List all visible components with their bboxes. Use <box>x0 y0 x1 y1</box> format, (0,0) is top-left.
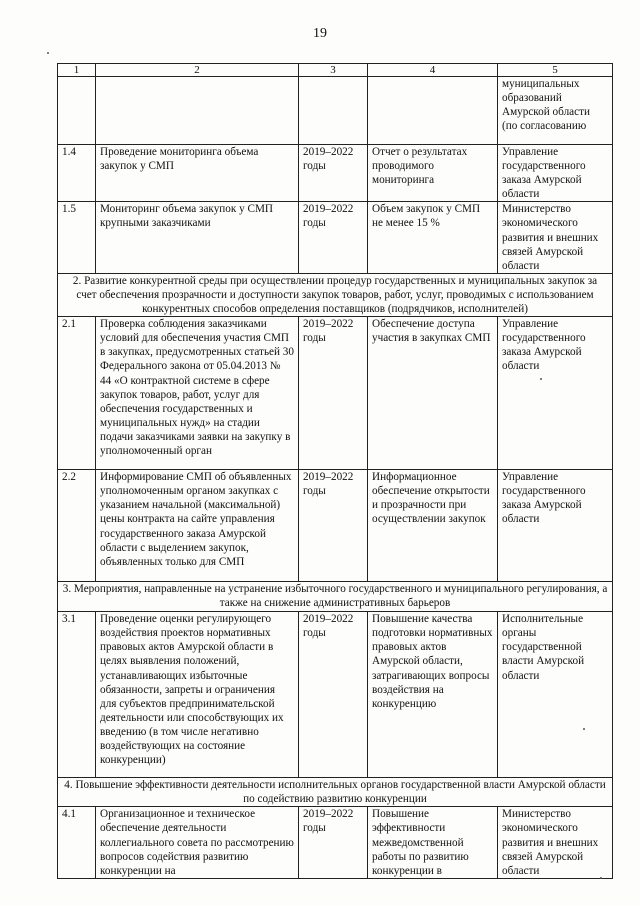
table-row <box>58 77 613 145</box>
scan-speck <box>540 378 542 380</box>
row-period: 2019–2022 годы <box>299 470 368 582</box>
row-result: Отчет о результатах проводимого мониторинга <box>368 145 498 202</box>
row-action: Мониторинг объема закупок у СМП крупными заказчиками <box>96 202 299 273</box>
table-header-row <box>58 64 613 77</box>
row-executor: Управление государственного заказа Амурской области <box>498 145 613 202</box>
table-row <box>58 470 613 582</box>
column-header: 3 <box>299 64 368 77</box>
row-executor: муниципальных образований Амурской области (по согласованию <box>498 77 613 145</box>
column-header: 4 <box>368 64 498 77</box>
row-number: 4.1 <box>58 807 96 878</box>
row-number <box>58 77 96 145</box>
row-executor: Управление государственного заказа Амурской области <box>498 317 613 470</box>
row-result <box>368 77 498 145</box>
row-action: Информирование СМП об объявленных уполномоченным органом закупках с указанием начальной (максимальной) цены контракта на сайте управления государственного заказа Амурской области с выделением закупок, объявленных только для СМП <box>96 470 299 582</box>
table-row <box>58 807 613 878</box>
row-period: 2019–2022 годы <box>299 202 368 273</box>
row-number: 2.2 <box>58 470 96 582</box>
measures-table <box>57 63 613 879</box>
row-result: Повышение эффективности межведомственной работы по развитию конкуренции в <box>368 807 498 878</box>
row-number: 1.5 <box>58 202 96 273</box>
row-action <box>96 77 299 145</box>
row-action: Проведение оценки регулирующего воздействия проектов нормативных правовых актов Амурской области в целях выявления положений, устанавливающих избыточные обязанности, запреты и ограничения для субъектов предпринимательской деятельности или способствующих их введению (в том числе негативно воздействующих на состояние конкуренции) <box>96 612 299 778</box>
row-result: Объем закупок у СМП не менее 15 % <box>368 202 498 273</box>
table-row <box>58 145 613 202</box>
row-result: Обеспечение доступа участия в закупках СМП <box>368 317 498 470</box>
row-executor: Министерство экономического развития и внешних связей Амурской области <box>498 202 613 273</box>
column-header: 2 <box>96 64 299 77</box>
row-result: Повышение качества подготовки нормативных правовых актов Амурской области, затрагивающих вопросы воздействия на конкуренцию <box>368 612 498 778</box>
row-period: 2019–2022 годы <box>299 145 368 202</box>
row-period: 2019–2022 годы <box>299 807 368 878</box>
row-executor: Министерство экономического развития и внешних связей Амурской области <box>498 807 613 878</box>
column-header: 1 <box>58 64 96 77</box>
row-period <box>299 77 368 145</box>
row-number: 2.1 <box>58 317 96 470</box>
row-action: Организационное и техническое обеспечение деятельности коллегиального совета по рассмотрению вопросов содействия развитию конкуренции на <box>96 807 299 878</box>
row-result: Информационное обеспечение открытости и прозрачности при осуществлении закупок <box>368 470 498 582</box>
table-row <box>58 612 613 778</box>
section-heading: 2. Развитие конкурентной среды при осуществлении процедур государственных и муниципальных закупок за счет обеспечения прозрачности и доступности закупок товаров, работ, услуг, проводимых с использованием конкурентных способов определения поставщиков (подрядчиков, исполнителей) <box>58 273 613 316</box>
row-executor: Исполнительные органы государственной власти Амурской области <box>498 612 613 778</box>
scan-speck <box>583 728 585 730</box>
row-number: 1.4 <box>58 145 96 202</box>
row-action: Проведение мониторинга объема закупок у СМП <box>96 145 299 202</box>
section-heading: 4. Повышение эффективности деятельности исполнительных органов государственной власти Амурской области по содействию развитию конкуренции <box>58 778 613 807</box>
column-header: 5 <box>498 64 613 77</box>
page-number: 19 <box>313 26 327 41</box>
section-row <box>58 273 613 316</box>
row-period: 2019–2022 годы <box>299 317 368 470</box>
scan-speck <box>600 877 602 879</box>
scan-speck <box>47 52 49 54</box>
section-row <box>58 582 613 612</box>
row-number: 3.1 <box>58 612 96 778</box>
table-row <box>58 317 613 470</box>
row-executor: Управление государственного заказа Амурской области <box>498 470 613 582</box>
section-heading: 3. Мероприятия, направленные на устранение избыточного государственного и муниципального регулирования, а также на снижение административных барьеров <box>58 582 613 612</box>
section-row <box>58 778 613 807</box>
table-row <box>58 202 613 273</box>
row-action: Проверка соблюдения заказчиками условий для обеспечения участия СМП в закупках, предусмотренных статьей 30 Федерального закона от 05.04.2013 № 44 «О контрактной системе в сфере закупок товаров, работ, услуг для обеспечения государственных и муниципальных нужд» на стадии подачи заказчиками заявки на закупку в уполномоченный орган <box>96 317 299 470</box>
row-period: 2019–2022 годы <box>299 612 368 778</box>
